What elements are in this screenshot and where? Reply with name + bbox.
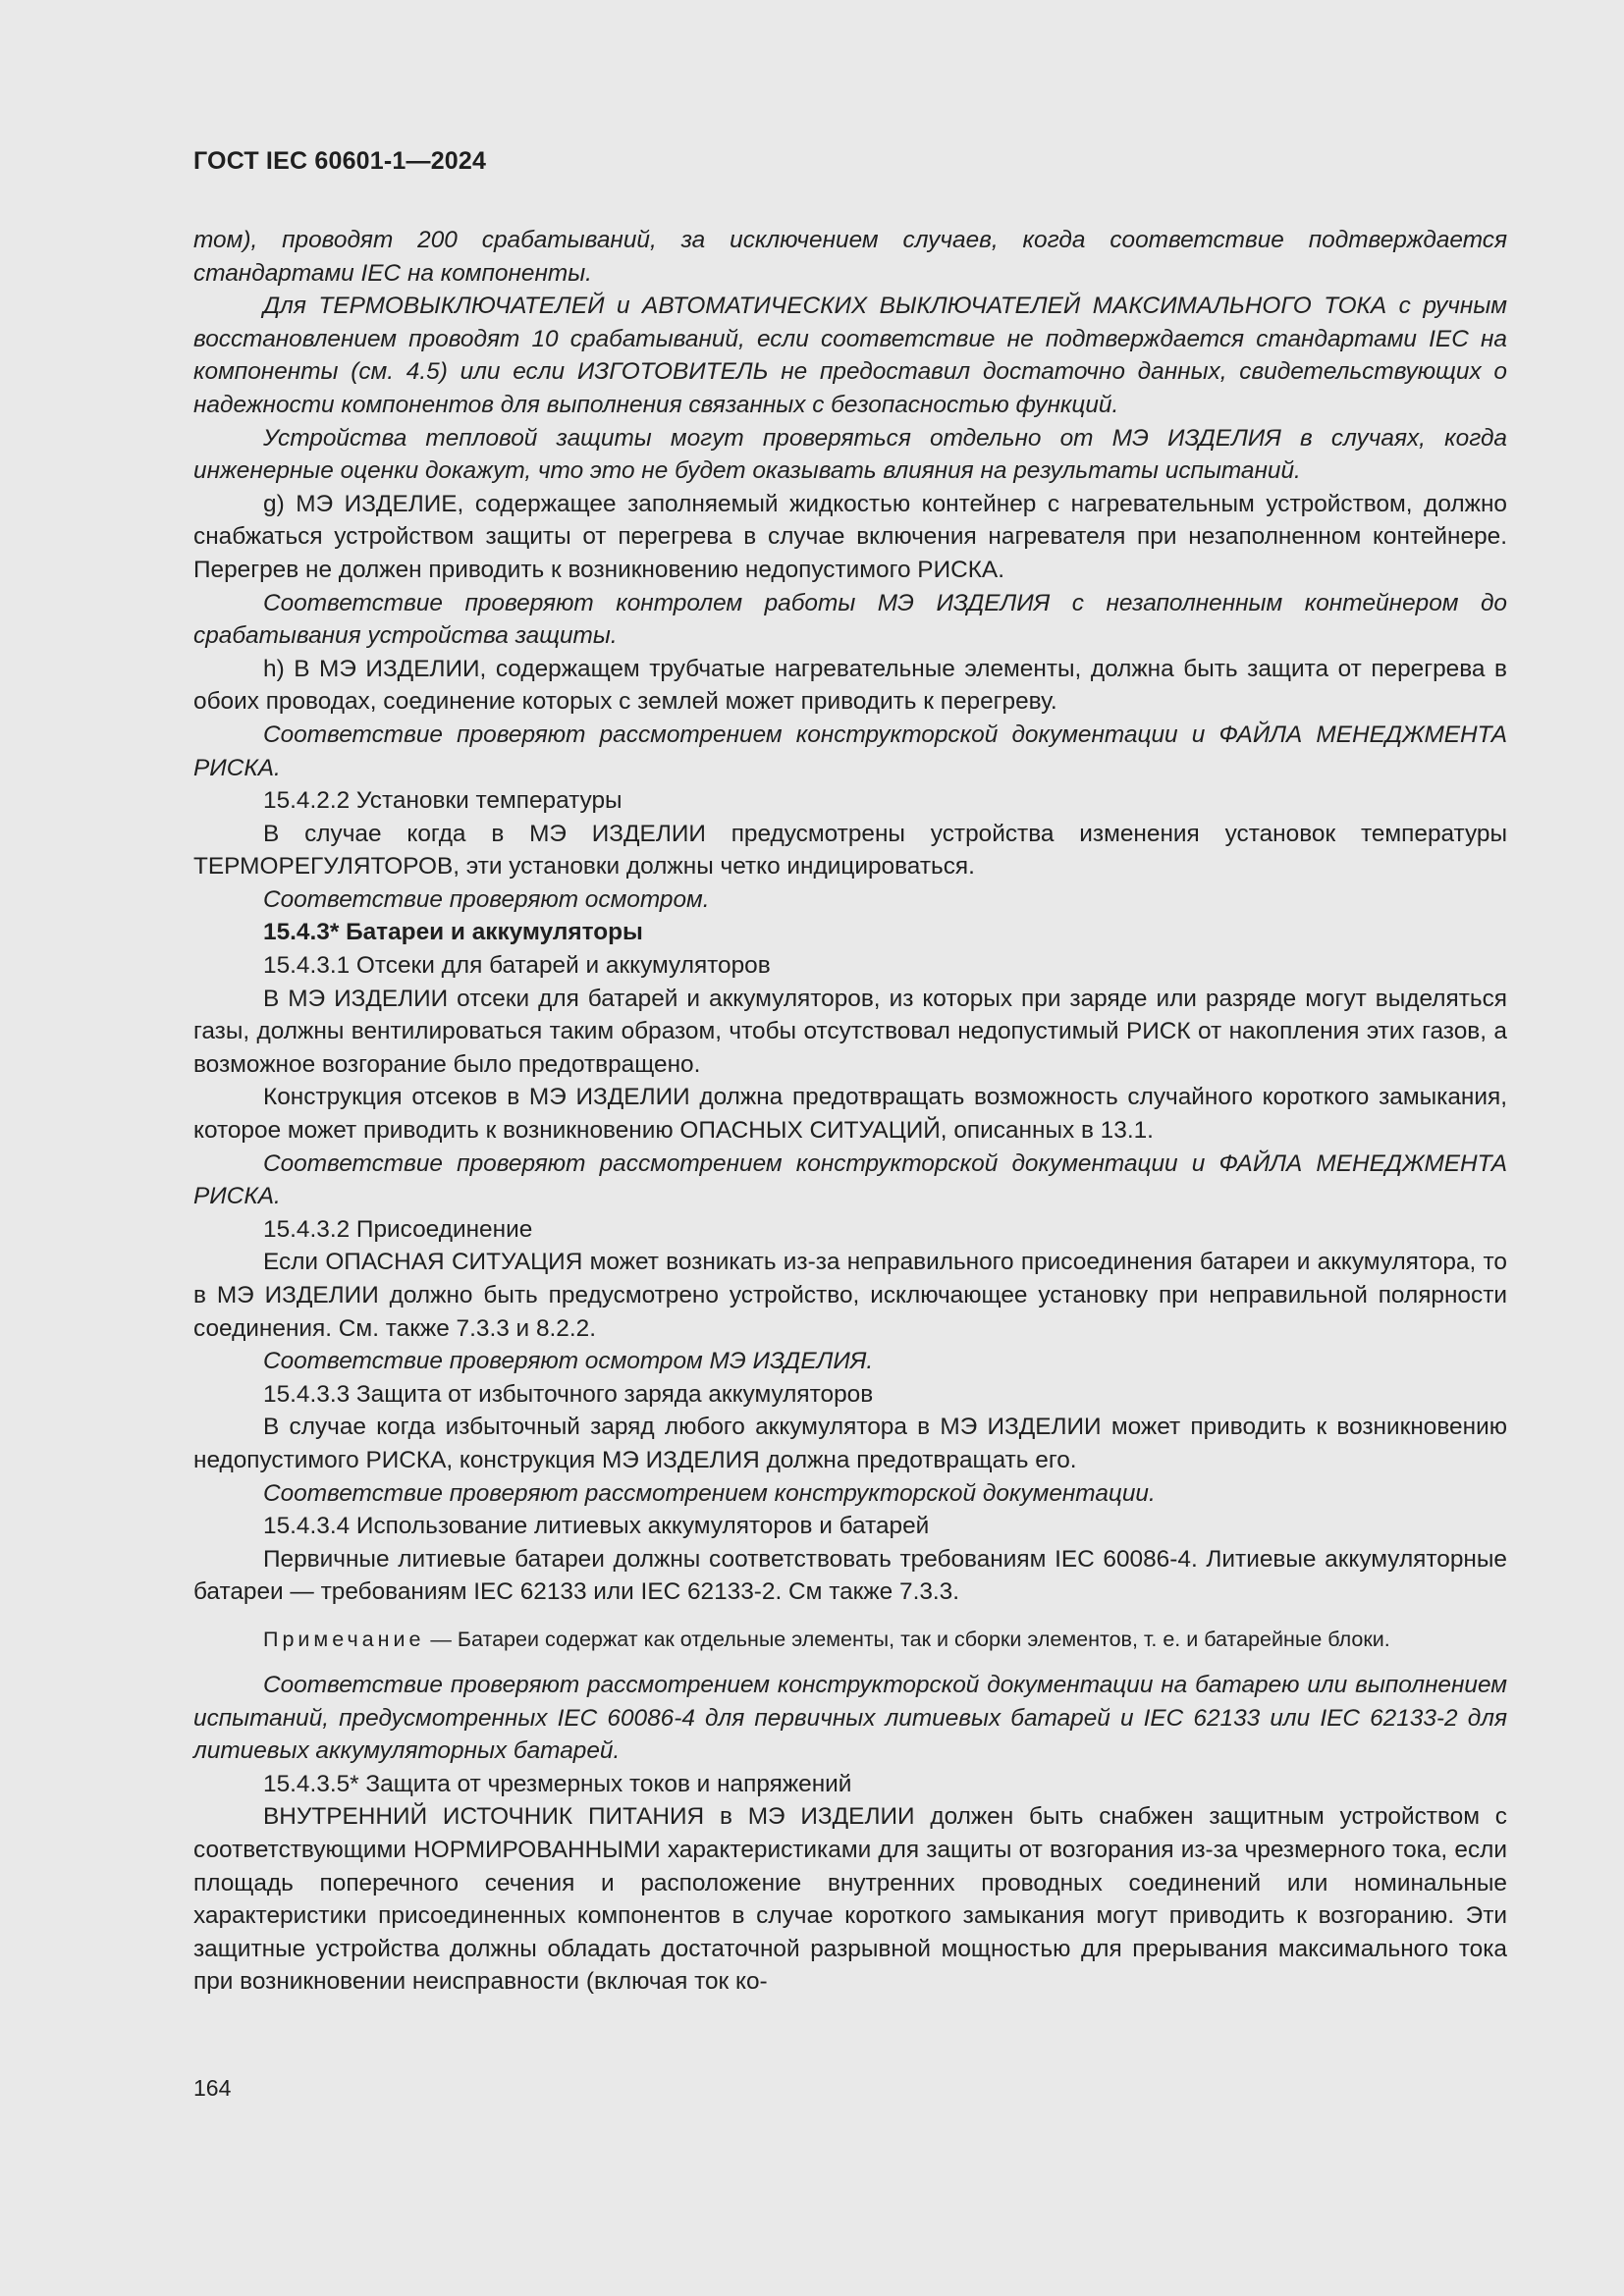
paragraph: ВНУТРЕННИЙ ИСТОЧНИК ПИТАНИЯ в МЭ ИЗДЕЛИИ должен быть снабжен защитным устройством с соответствующими НОРМИРОВАННЫМИ характеристиками для защиты от возгорания из-за чрезмерного тока, если площадь поперечного сечения и расположение внутренних проводных соединений или номинальные характеристики присоединенных компонентов в случае короткого замыкания могут приводить к возгоранию. Эти защитные устройства должны обладать достаточной разрывной мощностью для прерывания максимального тока при возникновении неисправности (включая ток ко- — [193, 1803, 1507, 1996]
paragraph: Первичные литиевые батареи должны соответствовать требованиям IEC 60086-4. Литиевые аккумуляторные батареи — требованиям IEC 62133 или IEC 62133-2. См также 7.3.3. — [193, 1545, 1507, 1606]
paragraph: В случае когда избыточный заряд любого аккумулятора в МЭ ИЗДЕЛИИ может приводить к возникновению недопустимого РИСКА, конструкция МЭ ИЗДЕЛИЯ должна предотвращать его. — [193, 1414, 1507, 1473]
paragraph: h) В МЭ ИЗДЕЛИИ, содержащем трубчатые нагревательные элементы, должна быть защита от перегрева в обоих проводах, соединение которых с землей может приводить к перегреву. — [193, 655, 1507, 716]
document-header: ГОСТ IEC 60601-1—2024 — [193, 147, 487, 175]
note — [193, 1625, 1507, 1655]
section-heading: 15.4.3.3 Защита от избыточного заряда аккумуляторов — [263, 1380, 874, 1408]
paragraph: В МЭ ИЗДЕЛИИ отсеки для батарей и аккумуляторов, из которых при заряде или разряде могут выделяться газы, должны вентилироваться таким образом, чтобы отсутствовал недопустимый РИСК от накопления этих газов, а возможное возгорание было предотвращено. — [193, 985, 1507, 1078]
section-heading: 15.4.2.2 Установки температуры — [263, 787, 623, 815]
compliance-paragraph: Соответствие проверяют рассмотрением конструкторской документации и ФАЙЛА МЕНЕДЖМЕНТА РИСКА. — [193, 721, 1507, 781]
document-body — [193, 224, 1507, 1999]
paragraph: Если ОПАСНАЯ СИТУАЦИЯ может возникать из-за неправильного присоединения батареи и аккумулятора, то в МЭ ИЗДЕЛИИ должно быть предусмотрено устройство, исключающее установку при неправильной полярности соединения. См. также 7.3.3 и 8.2.2. — [193, 1249, 1507, 1342]
section-heading: 15.4.3.5* Защита от чрезмерных токов и напряжений — [263, 1770, 852, 1797]
compliance-paragraph: Соответствие проверяют рассмотрением конструкторской документации. — [263, 1479, 1156, 1507]
compliance-paragraph: Соответствие проверяют осмотром МЭ ИЗДЕЛИЯ. — [263, 1348, 874, 1375]
compliance-paragraph: Соответствие проверяют осмотром. — [263, 885, 710, 913]
paragraph: Конструкция отсеков в МЭ ИЗДЕЛИИ должна предотвращать возможность случайного короткого замыкания, которое может приводить к возникновению ОПАСНЫХ СИТУАЦИЙ, описанных в 13.1. — [193, 1084, 1507, 1145]
compliance-paragraph: Соответствие проверяют контролем работы МЭ ИЗДЕЛИЯ с незаполненным контейнером до срабатывания устройства защиты. — [193, 589, 1507, 650]
paragraph: Для ТЕРМОВЫКЛЮЧАТЕЛЕЙ и АВТОМАТИЧЕСКИХ ВЫКЛЮЧАТЕЛЕЙ МАКСИМАЛЬНОГО ТОКА с ручным восстановлением проводят 10 срабатываний, если соответствие не подтверждается стандартами IEC на компоненты (см. 4.5) или если ИЗГОТОВИТЕЛЬ не предоставил достаточно данных, свидетельствующих о надежности компонентов для выполнения связанных с безопасностью функций. — [193, 293, 1507, 418]
note-text: — Батареи содержат как отдельные элементы, так и сборки элементов, т. е. и батарейные блоки. — [424, 1627, 1390, 1651]
section-heading: 15.4.3* Батареи и аккумуляторы — [263, 919, 643, 946]
note-label: Примечание — [263, 1627, 425, 1651]
paragraph: g) МЭ ИЗДЕЛИЕ, содержащее заполняемый жидкостью контейнер с нагревательным устройством, должно снабжаться устройством защиты от перегрева в случае включения нагревателя при незаполненном контейнере. Перегрев не должен приводить к возникновению недопустимого РИСКА. — [193, 490, 1507, 583]
compliance-paragraph: Соответствие проверяют рассмотрением конструкторской документации и ФАЙЛА МЕНЕДЖМЕНТА РИСКА. — [193, 1149, 1507, 1210]
section-heading: 15.4.3.1 Отсеки для батарей и аккумуляторов — [263, 952, 771, 980]
paragraph: В случае когда в МЭ ИЗДЕЛИИ предусмотрены устройства изменения установок температуры ТЕРМОРЕГУЛЯТОРОВ, эти установки должны четко индицироваться. — [193, 820, 1507, 881]
section-heading: 15.4.3.2 Присоединение — [263, 1215, 533, 1243]
paragraph: том), проводят 200 срабатываний, за исключением случаев, когда соответствие подтверждается стандартами IEC на компоненты. — [193, 227, 1507, 287]
paragraph: Устройства тепловой защиты могут проверяться отдельно от МЭ ИЗДЕЛИЯ в случаях, когда инженерные оценки докажут, что это не будет оказывать влияния на результаты испытаний. — [193, 424, 1507, 485]
section-heading: 15.4.3.4 Использование литиевых аккумуляторов и батарей — [263, 1513, 930, 1540]
compliance-paragraph: Соответствие проверяют рассмотрением конструкторской документации на батарею или выполнением испытаний, предусмотренных IEC 60086-4 для первичных литиевых батарей и IEC 62133 или IEC 62133-2 для литиевых аккумуляторных батарей. — [193, 1671, 1507, 1765]
page-number: 164 — [193, 2075, 232, 2101]
